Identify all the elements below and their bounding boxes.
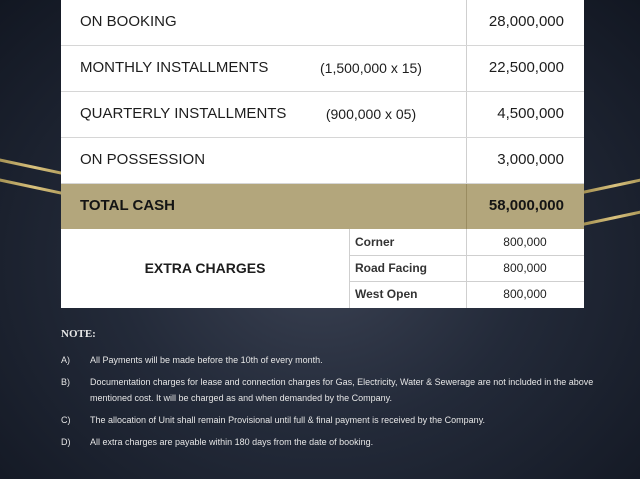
extra-charge-value: 800,000 [503, 287, 547, 301]
column-divider [466, 92, 467, 137]
extra-charge-road-facing [349, 255, 584, 282]
row-label: ON POSSESSION [80, 151, 206, 168]
extra-charge-value: 800,000 [503, 235, 547, 249]
column-divider [466, 46, 467, 91]
note-letter: A) [61, 355, 70, 365]
table-row [61, 0, 584, 46]
extra-charge-value: 800,000 [503, 261, 547, 275]
note-item [61, 434, 601, 450]
row-amount: 4,500,000 [497, 105, 564, 122]
table-row [61, 138, 584, 184]
note-letter: C) [61, 415, 71, 425]
note-item [61, 412, 601, 428]
note-letter: B) [61, 377, 70, 387]
note-letter: D) [61, 437, 71, 447]
row-label: QUARTERLY INSTALLMENTS [80, 105, 287, 122]
extra-charge-name: West Open [355, 287, 418, 301]
total-amount: 58,000,000 [488, 197, 564, 214]
extra-charge-name: Road Facing [355, 261, 428, 275]
row-formula: (900,000 x 05) [325, 106, 417, 122]
total-label: TOTAL CASH [80, 197, 176, 214]
extra-charges-title: EXTRA CHARGES [144, 260, 266, 276]
extra-charge-corner [349, 229, 584, 256]
extra-charges-section [61, 229, 584, 308]
row-amount: 22,500,000 [488, 59, 564, 76]
note-text: All Payments will be made before the 10th of every month. [90, 355, 323, 365]
table-row [61, 46, 584, 92]
note-item [61, 374, 601, 406]
table-row [61, 92, 584, 138]
extra-charge-west-open [349, 281, 584, 307]
payment-plan-table [61, 0, 584, 308]
note-text: The allocation of Unit shall remain Provisional until full & final payment is received by the Company. [90, 415, 486, 425]
row-formula: (1,500,000 x 15) [320, 60, 422, 76]
row-label: MONTHLY INSTALLMENTS [80, 59, 269, 76]
row-amount: 28,000,000 [488, 13, 564, 30]
row-label: ON BOOKING [80, 13, 177, 30]
total-cash-row [61, 184, 584, 229]
notes-section [61, 328, 601, 456]
notes-heading: NOTE: [61, 328, 96, 340]
extra-charge-name: Corner [355, 235, 395, 249]
column-divider [466, 184, 467, 229]
column-divider [466, 0, 467, 45]
note-text: Documentation charges for lease and connection charges for Gas, Electricity, Water & Sewerage are not included in the above mentioned cost. It will be charged as and when demanded by the Company. [90, 377, 594, 403]
note-item [61, 352, 601, 368]
row-amount: 3,000,000 [497, 151, 564, 168]
note-text: All extra charges are payable within 180 days from the date of booking. [90, 437, 374, 447]
column-divider [466, 138, 467, 183]
